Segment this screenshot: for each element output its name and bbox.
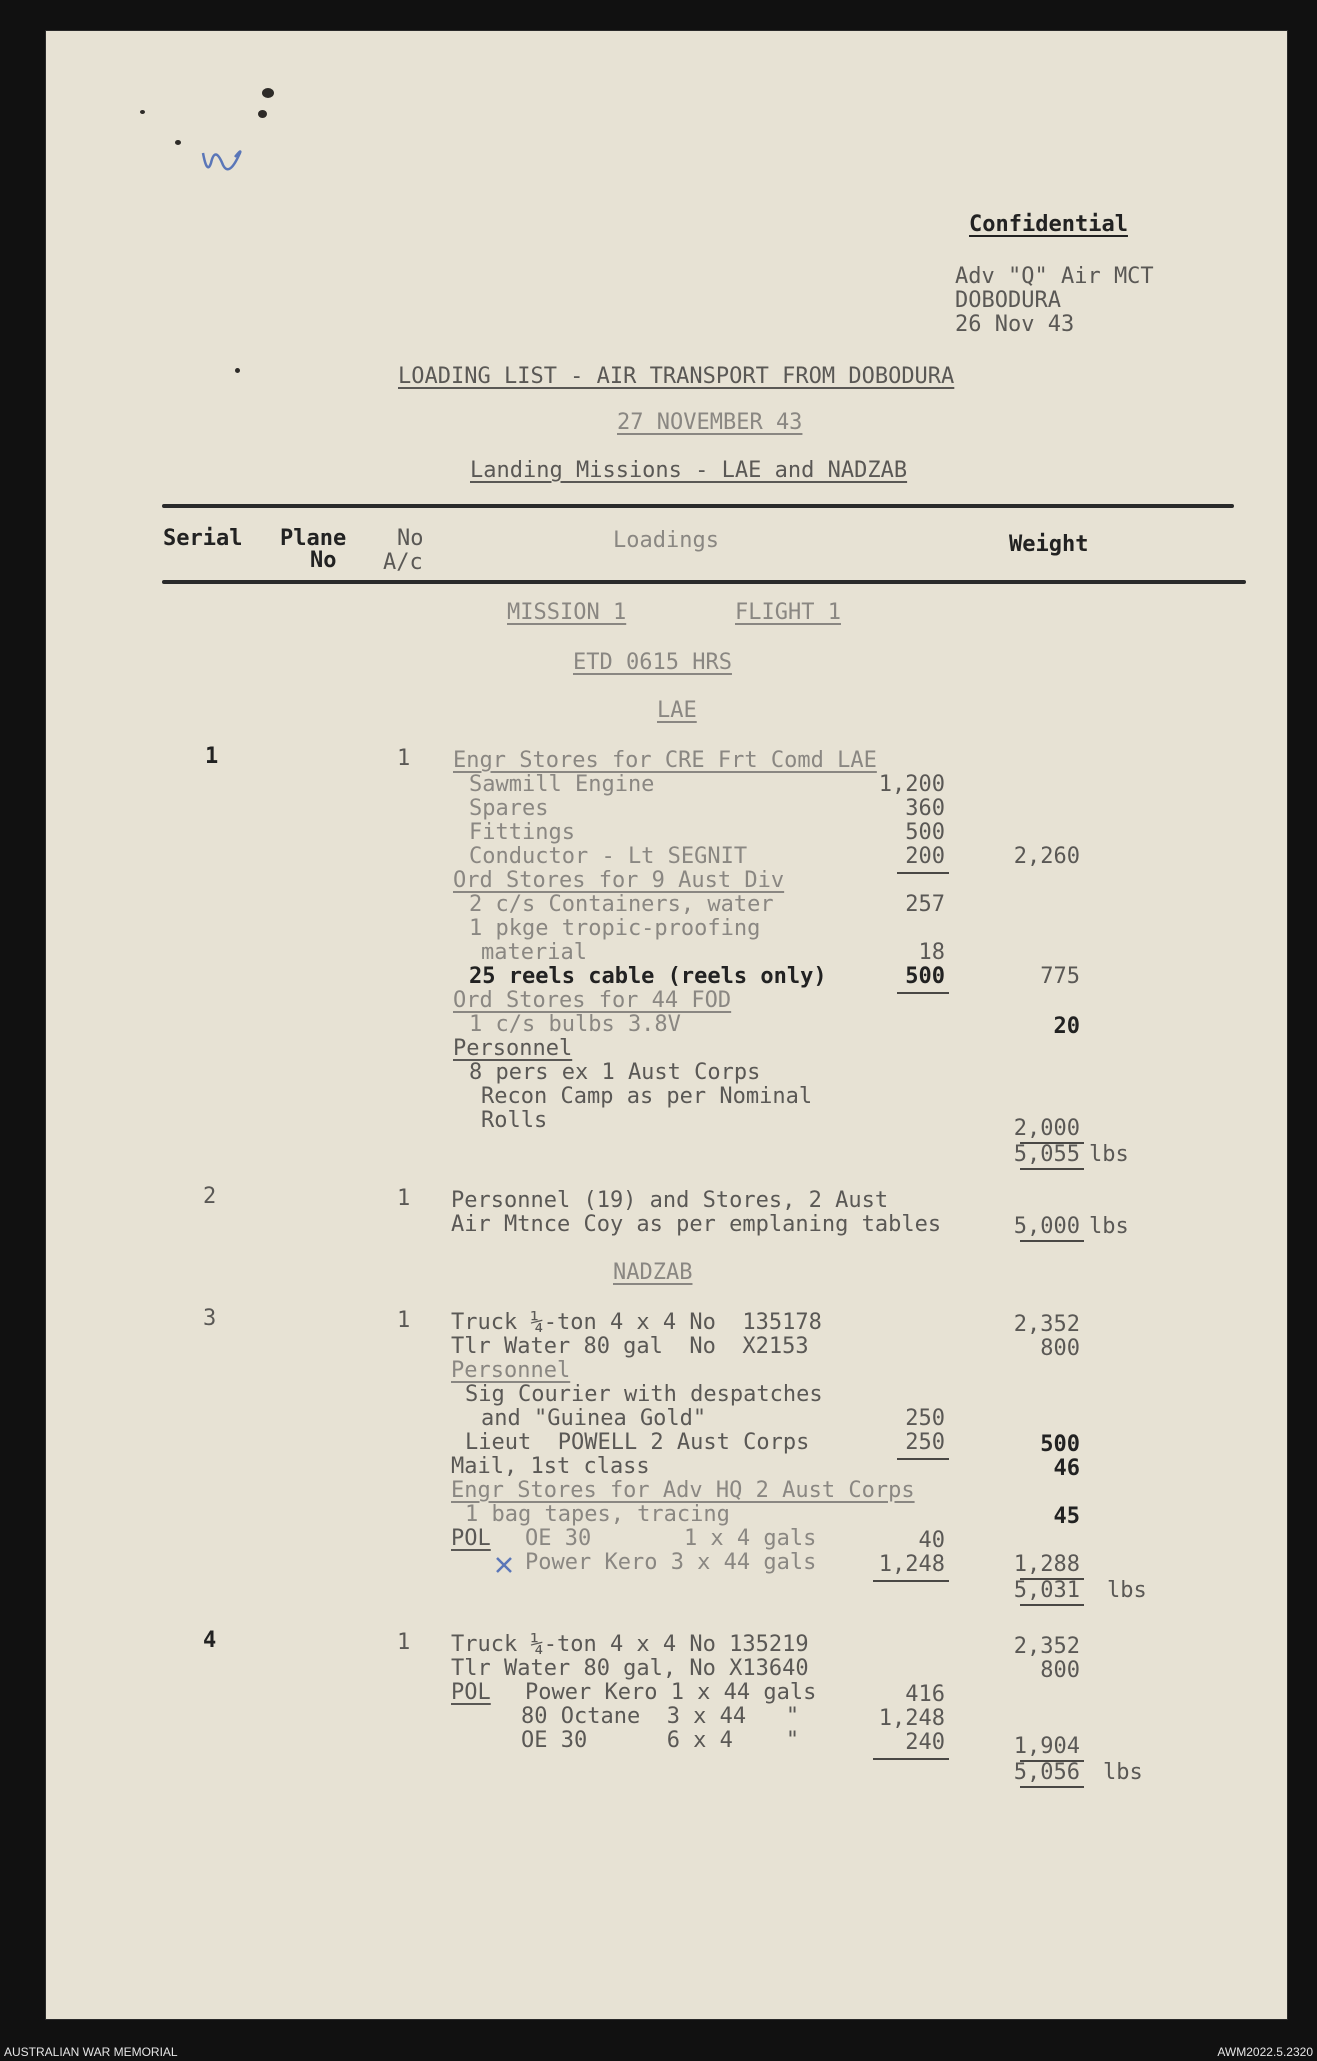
mission-label: MISSION 1 [507,600,627,625]
amount: 416 [905,1682,945,1707]
amount-underline [897,1458,949,1460]
loading-line: Sig Courier with despatches [465,1382,823,1407]
amount: 500 [905,964,945,989]
amount: 500 [905,820,945,845]
loading-line: OE 30 6 x 4 " [521,1728,800,1753]
footer-accession: AWM2022.5.2320 [1217,2045,1313,2059]
total-weight: 5,031 [1013,1578,1080,1603]
col-weight: Weight [1009,532,1089,557]
loading-line: 1 pkge tropic-proofing [469,916,761,941]
weight-unit: lbs [1103,1760,1143,1785]
ink-blot [140,110,145,114]
serial-number: 3 [203,1306,217,1331]
aircraft-count: 1 [397,1186,411,1211]
amount: 360 [905,796,945,821]
cross-mark-icon [493,1554,517,1576]
loading-line: Rolls [481,1108,548,1133]
loading-line: Truck ¼-ton 4 x 4 No 135219 [451,1632,809,1657]
weight-unit: lbs [1089,1142,1129,1167]
document-page [45,30,1288,2020]
amount: 200 [905,844,945,869]
total-rule [1020,1786,1084,1788]
amount: 1,248 [878,1552,945,1577]
loading-line: 25 reels cable (reels only) [469,964,827,989]
weight: 2,000 [1013,1116,1080,1141]
serial-number: 2 [203,1184,217,1209]
amount: 257 [905,892,945,917]
total-rule [1020,1168,1084,1170]
loading-line: Engr Stores for CRE Frt Comd LAE [453,748,877,773]
weight: 2,352 [1013,1634,1080,1659]
total-weight: 5,055 [1013,1142,1080,1167]
weight: 775 [1040,964,1080,989]
origin-date: 26 Nov 43 [955,312,1075,337]
loading-line: 1 bag tapes, tracing [465,1502,730,1527]
header-rule-top [162,504,1234,508]
amount: 1,200 [878,772,945,797]
loading-line: Tlr Water 80 gal No X2153 [451,1334,809,1359]
col-plane-no: No [310,548,337,573]
loading-line: Conductor - Lt SEGNIT [469,844,748,869]
weight: 1,288 [1013,1552,1080,1577]
loading-line: Ord Stores for 9 Aust Div [453,868,785,893]
ink-blot [175,140,181,145]
document-subtitle: Landing Missions - LAE and NADZAB [470,458,908,483]
loading-line: Ord Stores for 44 FOD [453,988,732,1013]
serial-number: 4 [203,1628,217,1653]
total-rule [1020,1604,1084,1606]
amount: 1,248 [878,1706,945,1731]
ink-blot [258,110,267,118]
col-ac: A/c [383,550,423,575]
loading-line: 8 pers ex 1 Aust Corps [469,1060,761,1085]
col-loadings: Loadings [613,528,719,553]
loading-line: Sawmill Engine [469,772,655,797]
loading-line: 2 c/s Containers, water [469,892,774,917]
loading-line: Personnel [451,1358,571,1383]
total-rule [1020,1240,1084,1242]
ink-blot [235,368,240,373]
amount: 250 [905,1430,945,1455]
loading-line: Air Mtnce Coy as per emplaning tables [451,1212,942,1237]
origin-place: DOBODURA [955,288,1061,313]
loading-line: Personnel [453,1036,573,1061]
weight-unit: lbs [1089,1214,1129,1239]
weight-unit: lbs [1107,1578,1147,1603]
col-plane: Plane [280,526,347,551]
weight: 20 [1053,1014,1080,1039]
amount-underline [897,872,949,874]
footer-source: AUSTRALIAN WAR MEMORIAL [4,2045,178,2059]
handwritten-mark-icon [195,135,255,185]
loading-line: Truck ¼-ton 4 x 4 No 135178 [451,1310,822,1335]
origin-unit: Adv "Q" Air MCT [955,264,1154,289]
total-weight: 5,056 [1013,1760,1080,1785]
amount-underline [873,1758,949,1760]
weight: 500 [1040,1432,1080,1457]
weight: 800 [1040,1336,1080,1361]
loading-line: POL [451,1526,491,1551]
weight: 2,260 [1013,844,1080,869]
loading-line: Power Kero 3 x 44 gals [525,1550,817,1575]
loading-line: POL [451,1680,491,1705]
amount: 40 [918,1528,945,1553]
amount: 250 [905,1406,945,1431]
loading-line: Tlr Water 80 gal, No X13640 [451,1656,809,1681]
loading-line: Power Kero 1 x 44 gals [525,1680,817,1705]
header-rule-bottom [162,580,1246,584]
loading-line: and "Guinea Gold" [481,1406,707,1431]
section-lae: LAE [657,698,697,723]
col-no: No [397,526,424,551]
loading-line: Recon Camp as per Nominal [481,1084,813,1109]
loading-line: Lieut POWELL 2 Aust Corps [465,1430,810,1455]
weight: 1,904 [1013,1734,1080,1759]
aircraft-count: 1 [397,1308,411,1333]
amount-underline [873,1580,949,1582]
ink-blot [262,88,274,98]
weight: 800 [1040,1658,1080,1683]
weight: 2,352 [1013,1312,1080,1337]
departure-time: ETD 0615 HRS [573,650,732,675]
col-serial: Serial [163,526,243,551]
classification: Confidential [969,212,1128,237]
section-nadzab: NADZAB [613,1260,693,1285]
weight: 5,000 [1013,1214,1080,1239]
serial-number: 1 [205,744,219,769]
document-date: 27 NOVEMBER 43 [617,410,803,435]
loading-line: Engr Stores for Adv HQ 2 Aust Corps [451,1478,915,1503]
amount: 240 [905,1730,945,1755]
loading-line: Personnel (19) and Stores, 2 Aust [451,1188,889,1213]
amount-underline [897,992,949,994]
weight: 46 [1053,1456,1080,1481]
loading-line: OE 30 1 x 4 gals [525,1526,817,1551]
aircraft-count: 1 [397,1630,411,1655]
loading-line: Spares [469,796,549,821]
loading-line: 1 c/s bulbs 3.8V [469,1012,681,1037]
loading-line: material [481,940,587,965]
flight-label: FLIGHT 1 [735,600,841,625]
loading-line: Mail, 1st class [451,1454,650,1479]
loading-line: 80 Octane 3 x 44 " [521,1704,800,1729]
weight: 45 [1053,1504,1080,1529]
loading-line: Fittings [469,820,575,845]
aircraft-count: 1 [397,746,411,771]
amount: 18 [918,940,945,965]
document-title: LOADING LIST - AIR TRANSPORT FROM DOBODURA [398,364,955,389]
